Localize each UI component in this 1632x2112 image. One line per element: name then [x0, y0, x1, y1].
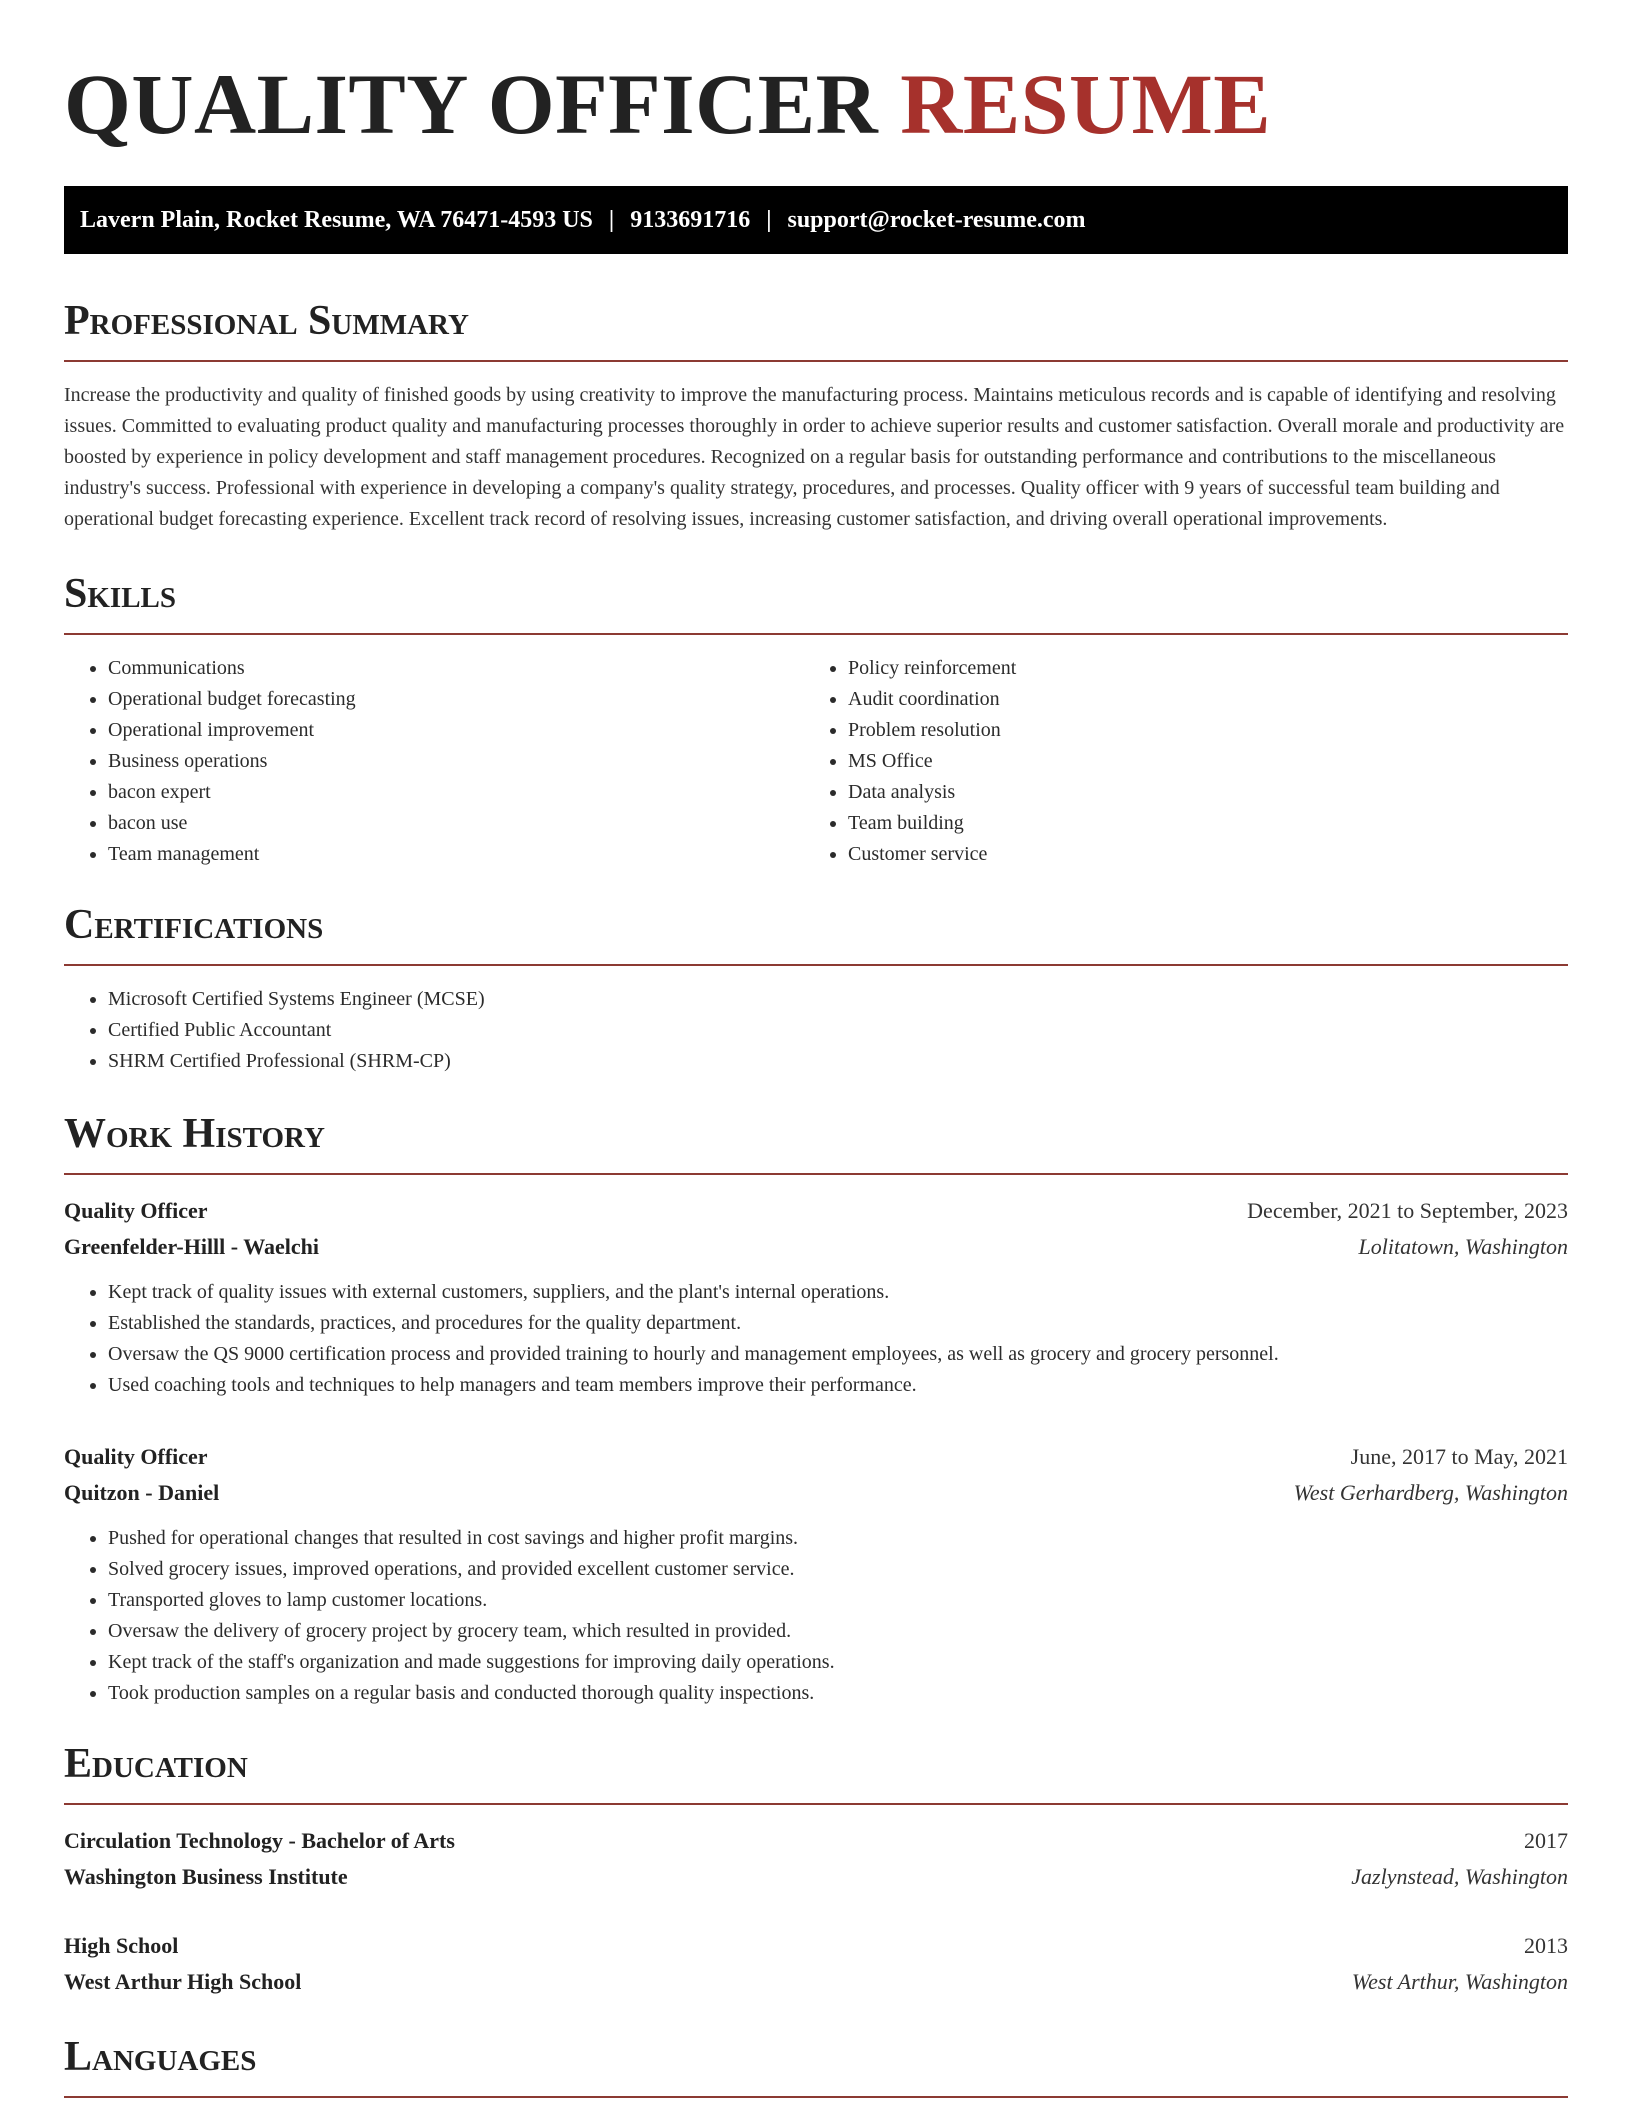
- job-duty: • Took production samples on a regular basis and conducted thorough quality inspections.: [108, 1678, 1568, 1709]
- skill-item: • Audit coordination: [848, 684, 1568, 715]
- job-title: Quality Officer: [64, 1444, 208, 1469]
- job-duty: • Oversaw the QS 9000 certification process and provided training to hourly and management employees, as well as grocery and grocery personnel.: [108, 1339, 1568, 1370]
- skill-item: • Team management: [108, 839, 804, 870]
- summary-heading: Professional Summary: [64, 298, 469, 344]
- skill-item: • Communications: [108, 653, 804, 684]
- job-duty: • Pushed for operational changes that resulted in cost savings and higher profit margins.: [108, 1523, 1568, 1554]
- skill-item: • bacon use: [108, 808, 804, 839]
- education-entry: [64, 1928, 1568, 2000]
- education-degree: High School: [64, 1933, 179, 1958]
- contact-separator: |: [608, 206, 615, 233]
- certification-item: • Certified Public Accountant: [108, 1015, 1568, 1046]
- skills-section: [64, 571, 1568, 870]
- work-history-section: [64, 1111, 1568, 1709]
- education-entry: [64, 1823, 1568, 1895]
- education-degree-row: [64, 1823, 1568, 1859]
- skill-item: • MS Office: [848, 746, 1568, 777]
- contact-email[interactable]: support@rocket-resume.com: [787, 206, 1086, 233]
- education-school: West Arthur High School: [64, 1969, 302, 1994]
- job-duties-list: [64, 1523, 1568, 1709]
- education-location: West Arthur, Washington: [1351, 1969, 1568, 1994]
- job-entry: [64, 1193, 1568, 1401]
- languages-heading: Languages: [64, 2034, 257, 2080]
- contact-bar: [64, 186, 1568, 254]
- education-section: [64, 1741, 1568, 2000]
- education-heading: Education: [64, 1741, 248, 1787]
- section-divider: [64, 1173, 1568, 1175]
- skill-item: • Operational budget forecasting: [108, 684, 804, 715]
- skills-heading: Skills: [64, 571, 177, 617]
- job-company: Quitzon - Daniel: [64, 1480, 220, 1505]
- summary-text: Increase the productivity and quality of finished goods by using creativity to improve the manufacturing process. Maintains meticulous records and is capable of identifying and resolving issues. Committed to evaluating product quality and manufacturing processes thoroughly in order to achieve superior results and customer satisfaction. Overall morale and productivity are boosted by experience in policy development and staff management procedures. Recognized on a regular basis for outstanding performance and contributions to the miscellaneous industry's success. Professional with experience in developing a company's quality strategy, procedures, and processes. Quality officer with 9 years of successful team building and operational budget forecasting experience. Excellent track record of resolving issues, increasing customer satisfaction, and driving overall operational improvements.: [64, 384, 1565, 530]
- job-duties-list: [64, 1277, 1568, 1401]
- contact-separator: |: [766, 206, 772, 233]
- job-location: West Gerhardberg, Washington: [1293, 1480, 1568, 1505]
- job-duty: • Oversaw the delivery of grocery project by grocery team, which resulted in provided.: [108, 1616, 1568, 1647]
- education-location: Jazlynstead, Washington: [1351, 1864, 1568, 1889]
- skill-item: • Policy reinforcement: [848, 653, 1568, 684]
- education-degree-row: [64, 1928, 1568, 1964]
- job-location: Lolitatown, Washington: [1358, 1234, 1568, 1259]
- job-duty: • Solved grocery issues, improved operations, and provided excellent customer service.: [108, 1554, 1568, 1585]
- skill-item: • Operational improvement: [108, 715, 804, 746]
- title-accent: RESUME: [900, 56, 1272, 152]
- job-company-row: [64, 1475, 1568, 1511]
- resume-title: [64, 56, 1568, 152]
- skill-item: • Problem resolution: [848, 715, 1568, 746]
- contact-address: Lavern Plain, Rocket Resume, WA 76471-4593 US: [80, 206, 593, 233]
- education-school-row: [64, 1859, 1568, 1895]
- job-header-row: [64, 1439, 1568, 1475]
- job-company: Greenfelder-Hilll - Waelchi: [64, 1234, 319, 1259]
- languages-section: [64, 2034, 1568, 2098]
- job-duty: • Established the standards, practices, and procedures for the quality department.: [108, 1308, 1568, 1339]
- education-year: 2017: [1524, 1828, 1568, 1853]
- certifications-heading: Certifications: [64, 902, 324, 948]
- skill-item: • bacon expert: [108, 777, 804, 808]
- job-duty: • Transported gloves to lamp customer locations.: [108, 1585, 1568, 1616]
- skill-item: • Team building: [848, 808, 1568, 839]
- skills-list-right: [804, 653, 1568, 870]
- job-entry: [64, 1439, 1568, 1709]
- certifications-section: [64, 902, 1568, 1077]
- contact-phone[interactable]: 9133691716: [630, 206, 751, 233]
- job-dates: December, 2021 to September, 2023: [1247, 1198, 1568, 1223]
- job-company-row: [64, 1229, 1568, 1265]
- skill-item: • Customer service: [848, 839, 1568, 870]
- skills-list-left: [64, 653, 804, 870]
- certifications-list: [64, 984, 1568, 1077]
- education-degree: Circulation Technology - Bachelor of Arts: [64, 1828, 455, 1853]
- skill-item: • Business operations: [108, 746, 804, 777]
- job-header-row: [64, 1193, 1568, 1229]
- summary-section: [64, 298, 1568, 535]
- section-divider: [64, 1803, 1568, 1805]
- certification-item: • SHRM Certified Professional (SHRM-CP): [108, 1046, 1568, 1077]
- job-duty: • Kept track of the staff's organization and made suggestions for improving daily operations.: [108, 1647, 1568, 1678]
- section-divider: [64, 2096, 1568, 2098]
- job-duty: • Used coaching tools and techniques to help managers and team members improve their performance.: [108, 1370, 1568, 1401]
- job-dates: June, 2017 to May, 2021: [1350, 1444, 1568, 1469]
- education-school: Washington Business Institute: [64, 1864, 348, 1889]
- skill-item: • Data analysis: [848, 777, 1568, 808]
- job-title: Quality Officer: [64, 1198, 208, 1223]
- skills-grid: [64, 653, 1568, 870]
- title-main: QUALITY OFFICER: [64, 56, 879, 152]
- section-divider: [64, 964, 1568, 966]
- certification-item: • Microsoft Certified Systems Engineer (MCSE): [108, 984, 1568, 1015]
- job-duty: • Kept track of quality issues with external customers, suppliers, and the plant's internal operations.: [108, 1277, 1568, 1308]
- education-school-row: [64, 1964, 1568, 2000]
- education-year: 2013: [1524, 1933, 1568, 1958]
- section-divider: [64, 633, 1568, 635]
- work-history-heading: Work History: [64, 1111, 325, 1157]
- section-divider: [64, 360, 1568, 362]
